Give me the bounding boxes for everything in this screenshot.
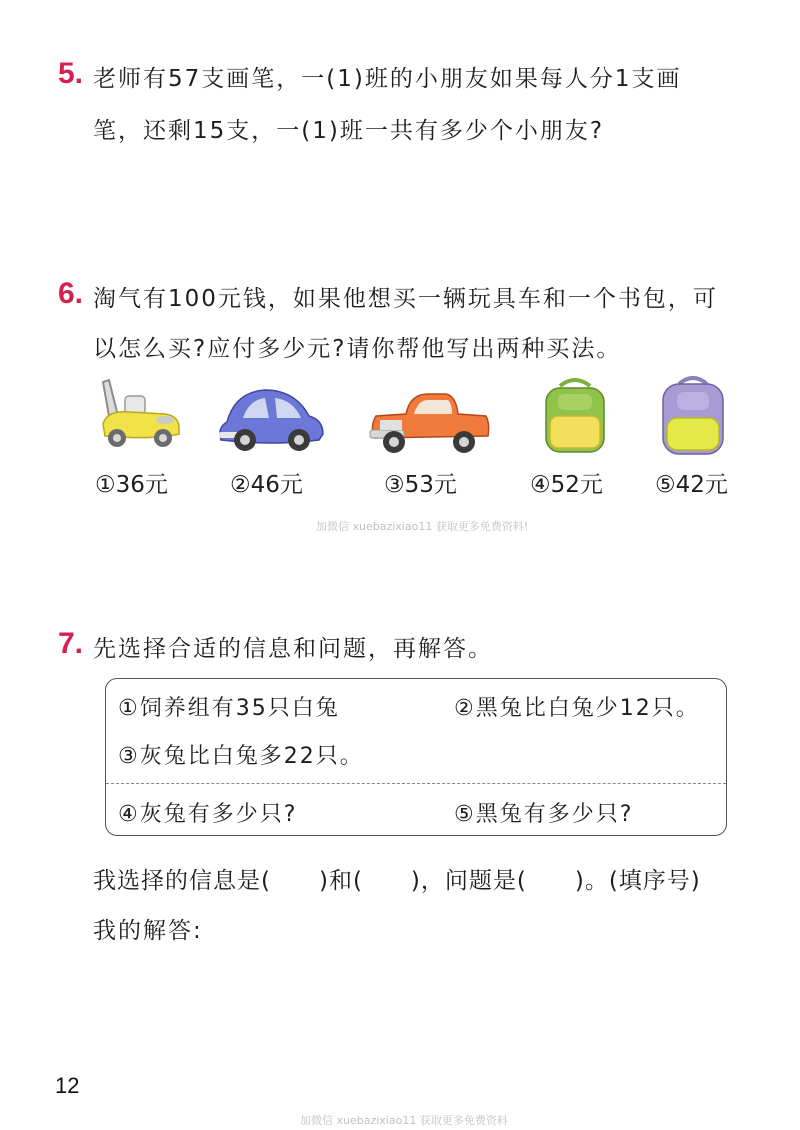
purple-backpack-icon	[655, 374, 731, 458]
watermark-footer: 加微信 xuebazixiao11 获取更多免费资料	[300, 1114, 508, 1127]
shop-items-row	[0, 370, 800, 500]
dashed-divider	[106, 783, 726, 784]
price-label-1: ①36元	[95, 472, 168, 498]
yellow-toy-car-icon	[95, 376, 185, 456]
question-5-line-1: 老师有57支画笔，一(1)班的小朋友如果每人分1支画	[93, 66, 682, 92]
watermark-middle: 加微信 xuebazixiao11 获取更多免费资料!	[316, 520, 529, 533]
choice-fill-in-line: 我选择的信息是( )和( )，问题是( )。(填序号)	[93, 868, 701, 894]
price-label-3: ③53元	[384, 472, 457, 498]
question-5-line-2: 笔，还剩15支，一(1)班一共有多少个小朋友?	[93, 118, 605, 144]
info-question-box	[105, 678, 727, 836]
blue-toy-car-icon	[213, 380, 328, 458]
question-6-line-1: 淘气有100元钱，如果他想买一辆玩具车和一个书包，可	[93, 286, 718, 312]
price-label-4: ④52元	[530, 472, 603, 498]
info-item-2: ②黑兔比白兔少12只。	[454, 696, 700, 721]
price-label-5: ⑤42元	[655, 472, 728, 498]
question-item-4: ④灰兔有多少只?	[118, 802, 298, 827]
orange-toy-truck-icon	[366, 380, 494, 460]
green-backpack-icon	[538, 376, 612, 456]
price-label-2: ②46元	[230, 472, 303, 498]
question-6-number: 6.	[58, 277, 84, 310]
page-number: 12	[55, 1073, 80, 1098]
question-7-number: 7.	[58, 627, 84, 660]
question-7-line-1: 先选择合适的信息和问题，再解答。	[93, 636, 493, 662]
info-item-1: ①饲养组有35只白兔	[118, 696, 340, 721]
question-item-5: ⑤黑兔有多少只?	[454, 802, 634, 827]
question-6-line-2: 以怎么买?应付多少元?请你帮他写出两种买法。	[93, 336, 622, 362]
question-5-number: 5.	[58, 57, 84, 90]
info-item-3: ③灰兔比白兔多22只。	[118, 744, 364, 769]
answer-label: 我的解答:	[93, 918, 203, 944]
